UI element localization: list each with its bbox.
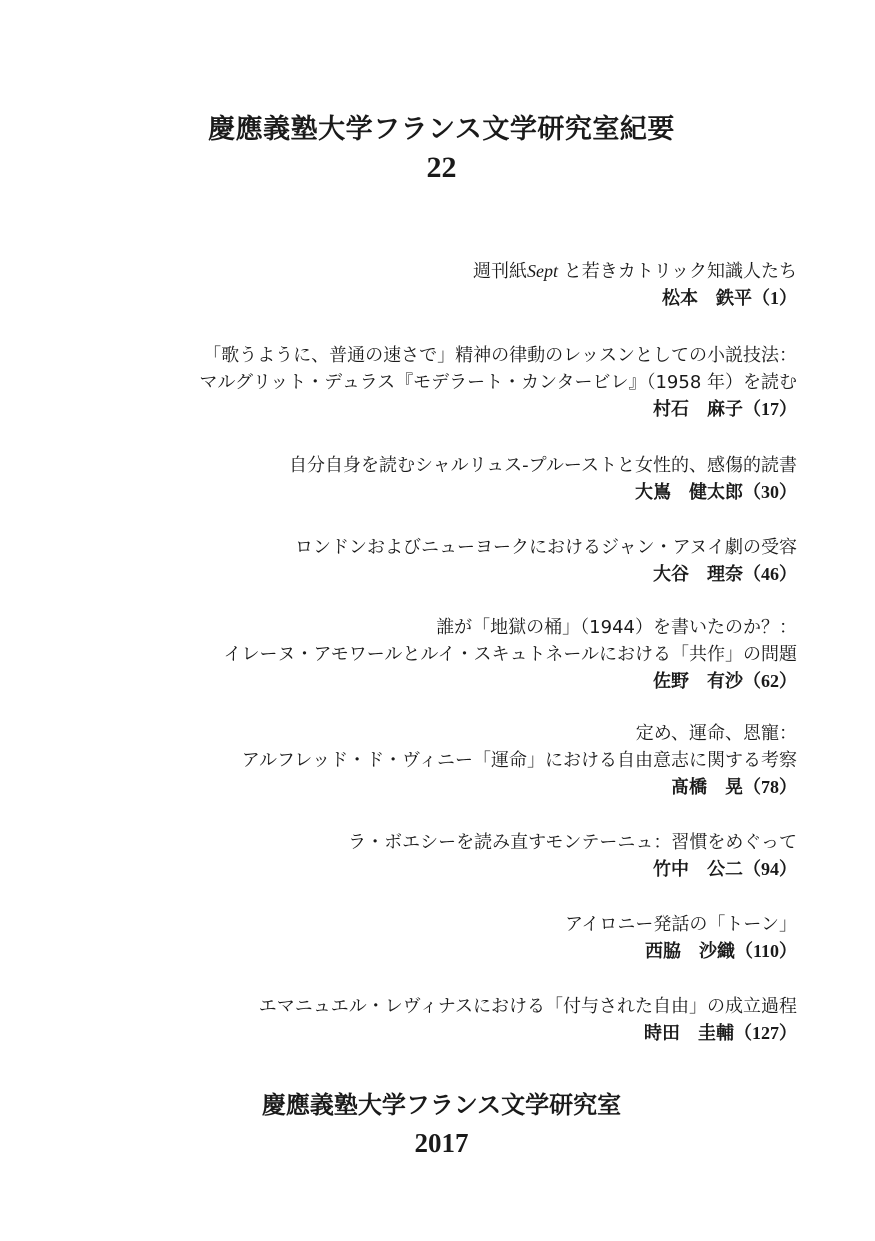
toc-entry-title: アルフレッド・ド・ヴィニー「運命」における自由意志に関する考察: [241, 750, 797, 771]
page-number: （78）: [743, 777, 797, 797]
toc-entry: [199, 342, 797, 423]
page-number: （1）: [752, 288, 797, 308]
toc-entry: [289, 452, 797, 506]
toc-entry-author: 髙橋 晃（78）: [671, 777, 797, 798]
toc-entry-title: ロンドンおよびニューヨークにおけるジャン・アヌイ劇の受容: [294, 537, 797, 558]
toc-entry-title: 定め、運命、恩寵：: [635, 723, 797, 744]
toc-entry-title: 「歌うように、普通の速さで」精神の律動のレッスンとしての小説技法：: [203, 345, 797, 366]
page-number: （94）: [743, 859, 797, 879]
toc-entry-title: ラ・ボエシーを読み直すモンテーニュ：習慣をめぐって: [348, 832, 797, 853]
toc-entry-author: 佐野 有沙（62）: [653, 671, 797, 692]
toc-entry: [242, 720, 797, 801]
toc-entry: [348, 829, 797, 883]
toc-entry-author: 村石 麻子（17）: [653, 399, 797, 420]
page-number: （17）: [743, 399, 797, 419]
page-number: （127）: [734, 1023, 797, 1043]
volume-number: 22: [426, 151, 457, 184]
toc-entry: [565, 911, 797, 965]
page-number: （30）: [743, 482, 797, 502]
toc-entry-title: イレーヌ・アモワールとルイ・スキュトネールにおける「共作」の問題: [223, 644, 797, 665]
toc-entry-author: 大嶌 健太郎（30）: [635, 482, 797, 503]
publisher-name: 慶應義塾大学フランス文学研究室: [261, 1090, 622, 1119]
toc-entry: [295, 534, 797, 588]
toc-entry: [473, 258, 797, 312]
toc-entry-title: 週刊紙Sept と若きカトリック知識人たち: [472, 261, 797, 282]
journal-title: 慶應義塾大学フランス文学研究室紀要: [208, 114, 675, 145]
newspaper-name: Sept: [526, 261, 558, 281]
toc-entry-author: 時田 圭輔（127）: [644, 1023, 797, 1044]
toc-entry-author: 松本 鉄平（1）: [662, 288, 797, 309]
toc-entry: [259, 993, 797, 1047]
publication-year: 2017: [414, 1128, 469, 1158]
toc-entry-title: 自分自身を読むシャルリュス‐プルーストと女性的、感傷的読書: [289, 455, 797, 476]
toc-entry-title: 誰が「地獄の桶」（1944）を書いたのか？：: [436, 617, 797, 638]
page-number: （46）: [743, 564, 797, 584]
page-number: （110）: [734, 941, 797, 961]
toc-entry-title: アイロニー発話の「トーン」: [564, 914, 797, 935]
toc-entry-author: 大谷 理奈（46）: [653, 564, 797, 585]
toc-entry-title: エマニュエル・レヴィナスにおける「付与された自由」の成立過程: [258, 996, 797, 1017]
toc-entry: [224, 614, 797, 695]
toc-entry-title: マルグリット・デュラス『モデラート・カンタービレ』（1958 年）を読む: [199, 372, 797, 393]
page-number: （62）: [743, 671, 797, 691]
toc-entry-author: 西脇 沙織（110）: [644, 941, 797, 962]
toc-entry-author: 竹中 公二（94）: [653, 859, 797, 880]
